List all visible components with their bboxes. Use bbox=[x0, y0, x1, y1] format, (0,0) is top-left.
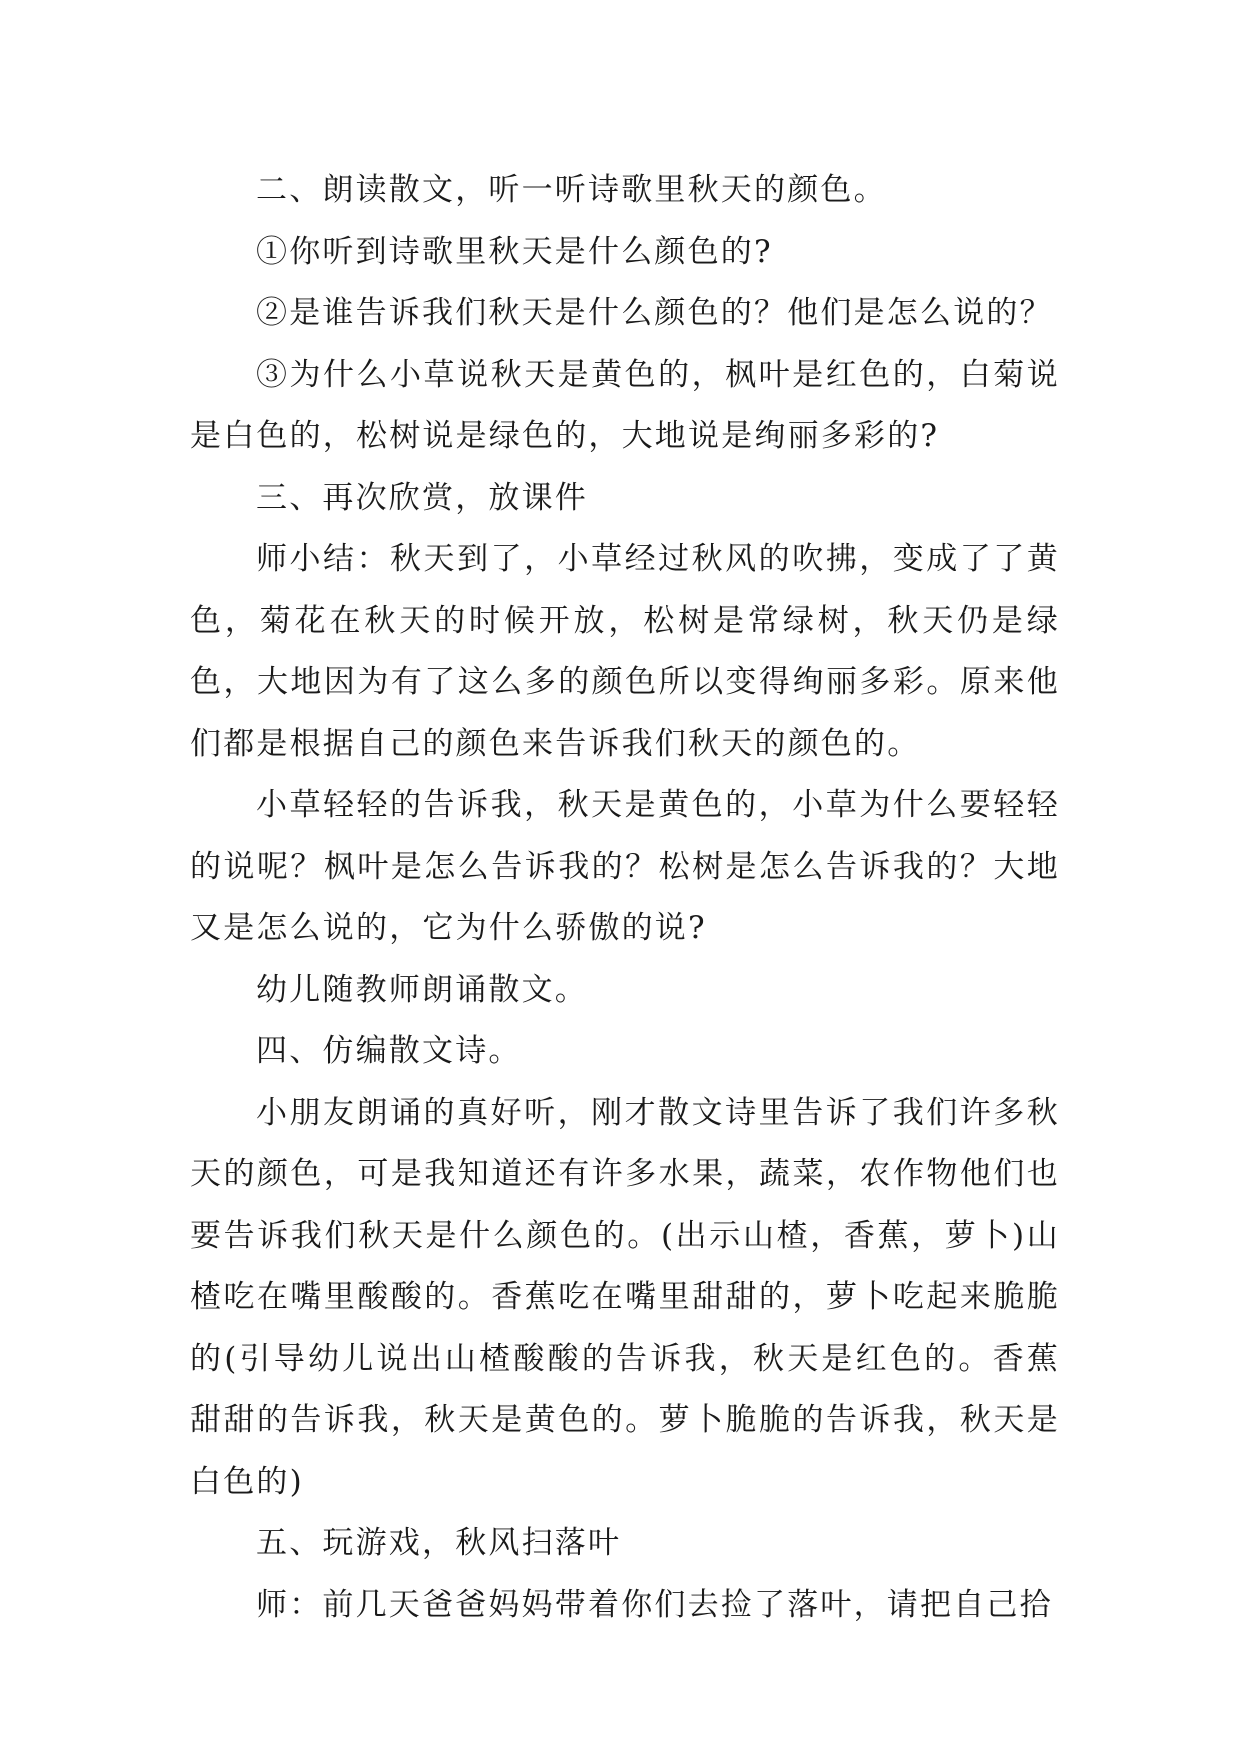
paragraph-teacher-summary: 师小结：秋天到了，小草经过秋风的吹拂，变成了了黄色，菊花在秋天的时候开放，松树是常绿树，秋天仍是绿色，大地因为有了这么多的颜色所以变得绚丽多彩。原来他们都是根据自己的颜色来告诉我们秋天的颜色的。 bbox=[190, 541, 1060, 762]
paragraph-section-5-heading: 五、玩游戏，秋风扫落叶 bbox=[256, 1525, 622, 1561]
document-body bbox=[190, 160, 1060, 1636]
paragraph-recitation: 幼儿随教师朗诵散文。 bbox=[256, 971, 588, 1008]
paragraph-section-4-heading: 四、仿编散文诗。 bbox=[256, 1033, 522, 1069]
paragraph-imitation-poem: 小朋友朗诵的真好听，刚才散文诗里告诉了我们许多秋天的颜色，可是我知道还有许多水果，蔬菜，农作物他们也要告诉我们秋天是什么颜色的。(出示山楂，香蕉，萝卜)山楂吃在嘴里酸酸的。香蕉吃在嘴里甜甜的，萝卜吃起来脆脆的(引导幼儿说出山楂酸酸的告诉我，秋天是红色的。香蕉甜甜的告诉我，秋天是黄色的。萝卜脆脆的告诉我，秋天是白色的) bbox=[190, 1094, 1060, 1500]
paragraph-teacher-instruction: 师：前几天爸爸妈妈带着你们去捡了落叶，请把自己拾 bbox=[256, 1586, 1053, 1623]
paragraph-question-1: ①你听到诗歌里秋天是什么颜色的? bbox=[256, 233, 773, 270]
paragraph-question-3: ③为什么小草说秋天是黄色的，枫叶是红色的，白菊说是白色的，松树说是绿色的，大地说是绚丽多彩的? bbox=[190, 356, 1060, 454]
paragraph-grass-discussion: 小草轻轻的告诉我，秋天是黄色的，小草为什么要轻轻的说呢？枫叶是怎么告诉我的？松树是怎么告诉我的？大地又是怎么说的，它为什么骄傲的说? bbox=[190, 787, 1060, 946]
paragraph-question-2: ②是谁告诉我们秋天是什么颜色的？他们是怎么说的？ bbox=[256, 295, 1053, 331]
paragraph-section-2-heading: 二、朗读散文，听一听诗歌里秋天的颜色。 bbox=[256, 172, 887, 208]
paragraph-section-3-heading: 三、再次欣赏，放课件 bbox=[256, 479, 588, 516]
